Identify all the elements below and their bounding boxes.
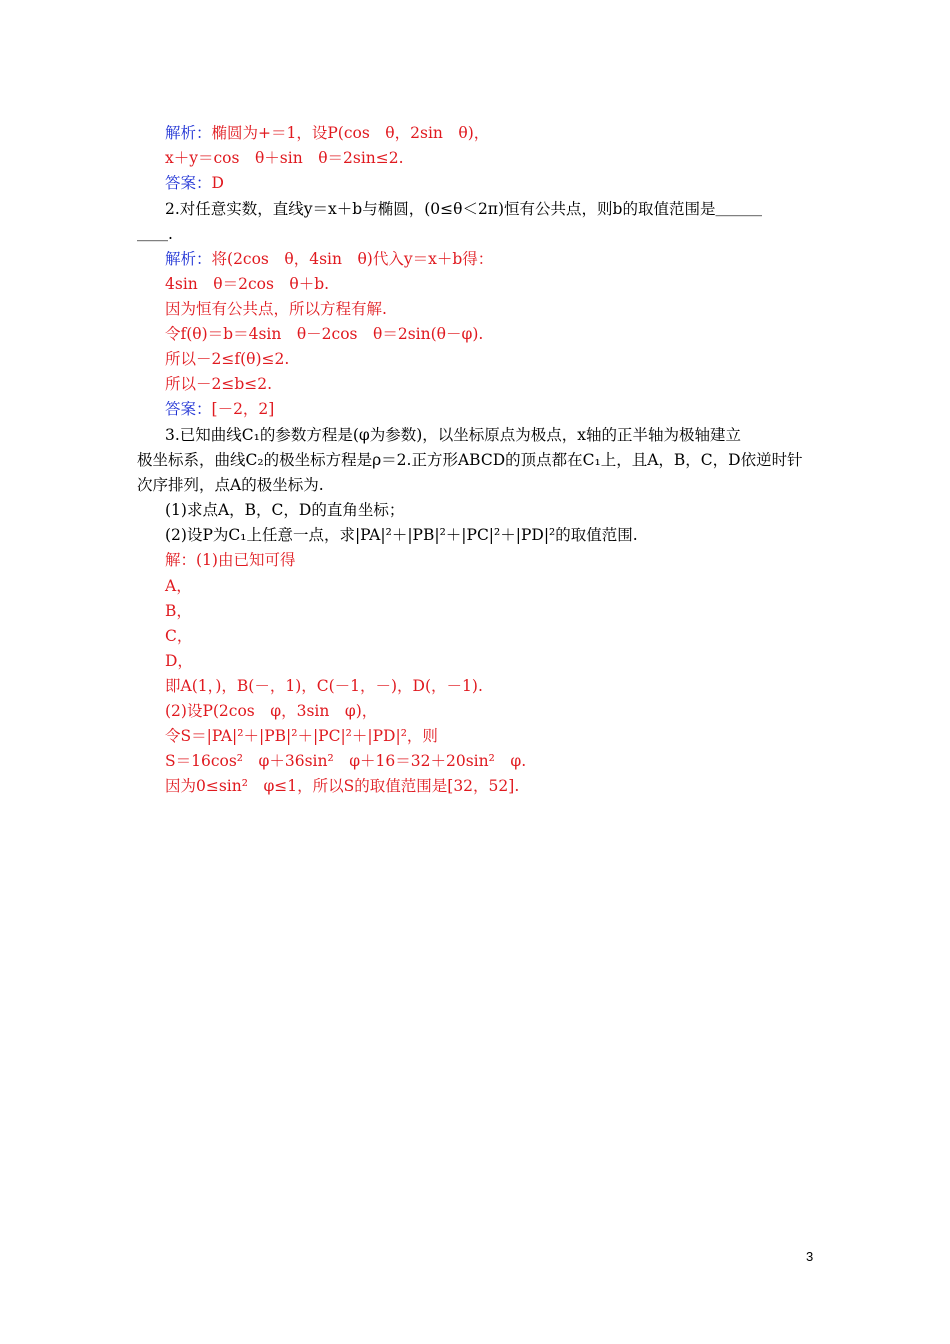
text-run: 因为恒有公共点，所以方程有解. [165,300,387,318]
text-run: 答案： [165,174,212,192]
text-run: 即A(1，)，B(－，1)，C(－1，－)，D(，－1). [165,677,483,695]
text-line [165,122,489,144]
text-line [165,700,377,722]
text-run: 解析： [165,124,212,142]
text-run: 所以－2≤f(θ)≤2. [165,350,290,368]
text-run: (2)设P为C₁上任意一点，求|PA|²＋|PB|²＋|PC|²＋|PD|²的取值范围. [165,526,638,544]
text-run: x＋y＝cos θ＋sin θ＝2sin≤2. [165,149,404,167]
text-line [137,223,173,245]
text-line [165,323,483,345]
text-line [165,775,519,797]
text-run: 解析： [165,250,212,268]
text-run: S＝16cos² φ＋36sin² φ＋16＝32＋20sin² φ. [165,752,527,770]
text-run: 令S＝|PA|²＋|PB|²＋|PC|²＋|PD|²，则 [165,727,438,745]
text-run: 极坐标系，曲线C₂的极坐标方程是ρ＝2.正方形ABCD的顶点都在C₁上，且A，B，C，D依逆时针 [137,451,803,469]
text-run: C， [165,627,193,645]
text-run: [－2，2] [211,400,275,418]
text-line [165,273,329,295]
text-line [165,524,638,546]
text-line [137,449,803,471]
text-run: 令f(θ)＝b＝4sin θ－2cos θ＝2sin(θ－φ). [165,325,484,343]
text-line [137,474,324,496]
text-run: 2.对任意实数，直线y＝x＋b与椭圆，(0≤θ＜2π)恒有公共点，则b的取值范围是＿＿＿ [165,200,762,218]
text-run: 4sin θ＝2cos θ＋b. [165,275,330,293]
text-run: 因为0≤sin² φ≤1，所以S的取值范围是[32，52]. [165,777,520,795]
text-run: A， [165,577,192,595]
text-line [165,600,192,622]
text-line [165,750,526,772]
text-line [165,650,193,672]
text-line [165,348,289,370]
text-run: 3.已知曲线C₁的参数方程是(φ为参数)，以坐标原点为极点，x轴的正半轴为极轴建立 [165,426,742,444]
text-line [165,625,192,647]
text-line [165,424,741,446]
text-line [165,549,295,571]
text-run: 椭圆为+＝1，设P(cos θ，2sin θ)， [211,124,490,142]
text-run: (1)求点A，B，C，D的直角坐标； [165,501,405,519]
page-number: 3 [806,1249,814,1264]
text-line [165,172,224,194]
text-line [165,675,483,697]
text-line [165,725,438,747]
text-line [165,298,387,320]
text-line [165,575,192,597]
text-run: (2)设P(2cos φ，3sin φ)， [165,702,378,720]
text-line [165,398,274,420]
text-run: 次序排列，点A的极坐标为. [137,476,324,494]
text-run: 所以－2≤b≤2. [165,375,273,393]
text-run: 答案： [165,400,212,418]
text-line [165,248,493,270]
text-run: D [211,174,224,192]
text-line [165,373,272,395]
text-line [165,198,762,220]
text-run: 解：(1)由已知可得 [165,551,296,569]
text-line [165,147,404,169]
text-run: B， [165,602,192,620]
text-run: D， [165,652,193,670]
text-run: ＿＿. [137,225,173,243]
text-line [165,499,404,521]
text-run: 将(2cos θ，4sin θ)代入y＝x＋b得： [211,250,494,268]
